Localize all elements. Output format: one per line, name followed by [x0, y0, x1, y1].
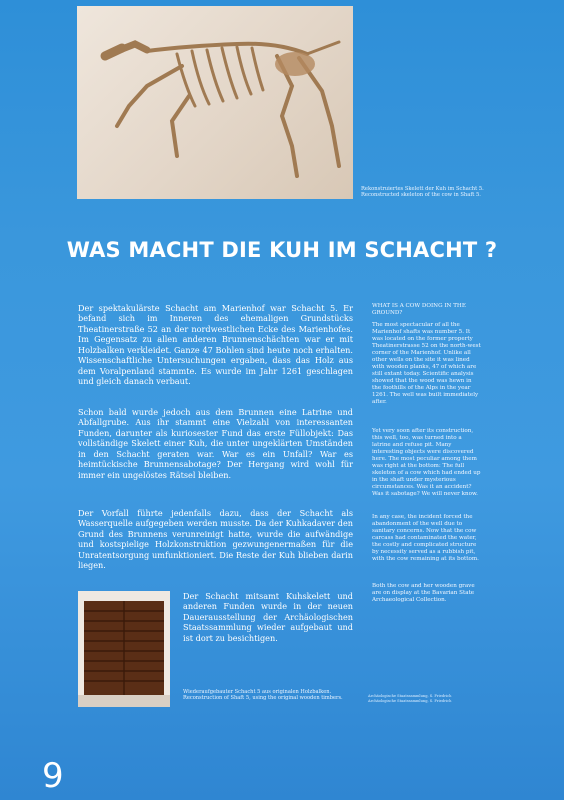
- shaft-photo-caption-en: Reconstruction of Shaft 5, using the original wooden timbers.: [183, 695, 343, 702]
- cow-skeleton-illustration: [77, 6, 353, 199]
- german-paragraph-3: Der Vorfall führte jedenfalls dazu, dass der Schacht als Wasserquelle aufgegeben werden musste. Da der Kuhkadaver den Grund des Brunnens verunreinigt hatte, wurde die aufwändige und kostspielige Holzkonstruktion gezwungenermaßen für die Unratentsorgung umfunktioniert. Die Reste der Kuh blieben darin liegen.: [78, 508, 353, 571]
- credit-line-2: Archäologische Staatssammlung, S. Friedrich: [368, 699, 452, 703]
- cow-skeleton-photo: [77, 6, 353, 199]
- german-paragraph-1: Der spektakulärste Schacht am Marienhof war Schacht 5. Er befand sich im Inneren des ehemaligen Grundstücks Theatinerstraße 52 an der nordwestlichen Ecke des Marienhofes. Im Gegensatz zu allen anderen Brunnenschächten war er mit Holzbalken verkleidet. Ganze 47 Bohlen sind heute noch erhalten. Wissenschaftliche Untersuchungen ergaben, dass das Holz aus dem Voralpenland stammte. Es wurde im Jahr 1261 geschlagen und gleich danach verbaut.: [78, 303, 353, 387]
- shaft-reconstruction-photo: [78, 591, 170, 707]
- wooden-shaft-illustration: [78, 591, 170, 707]
- photo-caption-de: Rekonstruiertes Skelett der Kuh im Schacht 5.: [361, 186, 484, 192]
- photo-caption-en: Reconstructed skeleton of the cow in Shaft 5.: [361, 192, 481, 199]
- image-credits: [368, 694, 488, 704]
- german-paragraph-2: Schon bald wurde jedoch aus dem Brunnen eine Latrine und Abfallgrube. Aus ihr stammt eine Vielzahl von interessanten Funden, darunter als kuriosester Fund das erste Füllobjekt: Das vollständige Skelett einer Kuh, die unter ungeklärten Umständen in den Schacht geraten war. War es ein Unfall? War es heimtückische Brunnensabotage? Der Hergang wird wohl für immer ein ungelöstes Rätsel bleiben.: [78, 407, 353, 480]
- english-paragraph-4: Both the cow and her wooden grave are on display at the Bavarian State Archaeological Collection.: [372, 583, 475, 603]
- english-heading: WHAT IS A COW DOING IN THE GROUND?: [372, 303, 466, 316]
- page-number: 9: [42, 756, 64, 796]
- page-title: WAS MACHT DIE KUH IM SCHACHT ?: [66, 238, 498, 262]
- shaft-photo-caption-de: Wiederaufgebauter Schacht 5 aus originalen Holzbalken.: [183, 689, 332, 695]
- english-paragraph-2: Yet very soon after its construction, this well, too, was turned into a latrine and refuse pit. Many interesting objects were discovered here. The most peculiar among them was right at the bottom: The full skeleton of a cow which had ended up in the shaft under mysterious circumstances. Was it an accident? Was it sabotage? We will never know.: [372, 428, 481, 497]
- shaft-photo-caption: [183, 689, 358, 702]
- german-paragraph-4: Der Schacht mitsamt Kuhskelett und anderen Funden wurde in der neuen Dauerausstellung der Archäologischen Staatssammlung wieder aufgebaut und ist dort zu besichtigen.: [183, 591, 353, 643]
- english-paragraph-1: The most spectacular of all the Marienhof shafts was number 5. It was located on the former property Theatinerstrasse 52 on the north-west corner of the Marienhof. Unlike all other wells on the site it was lined with wooden planks, 47 of which are still extant today. Scientific analysis showed that the wood was hewn in the foothills of the Alps in the year 1261. The well was built immediately after.: [372, 322, 481, 405]
- credit-line-1: Archäologische Staatssammlung, S. Friedrich: [368, 694, 452, 698]
- english-paragraph-3: In any case, the incident forced the abandonment of the well due to sanitary concerns. Now that the cow carcass had contaminated the water, the costly and complicated structure by necessity served as a rubbish pit, with the cow remaining at its bottom.: [372, 514, 479, 562]
- photo-caption: [361, 186, 541, 199]
